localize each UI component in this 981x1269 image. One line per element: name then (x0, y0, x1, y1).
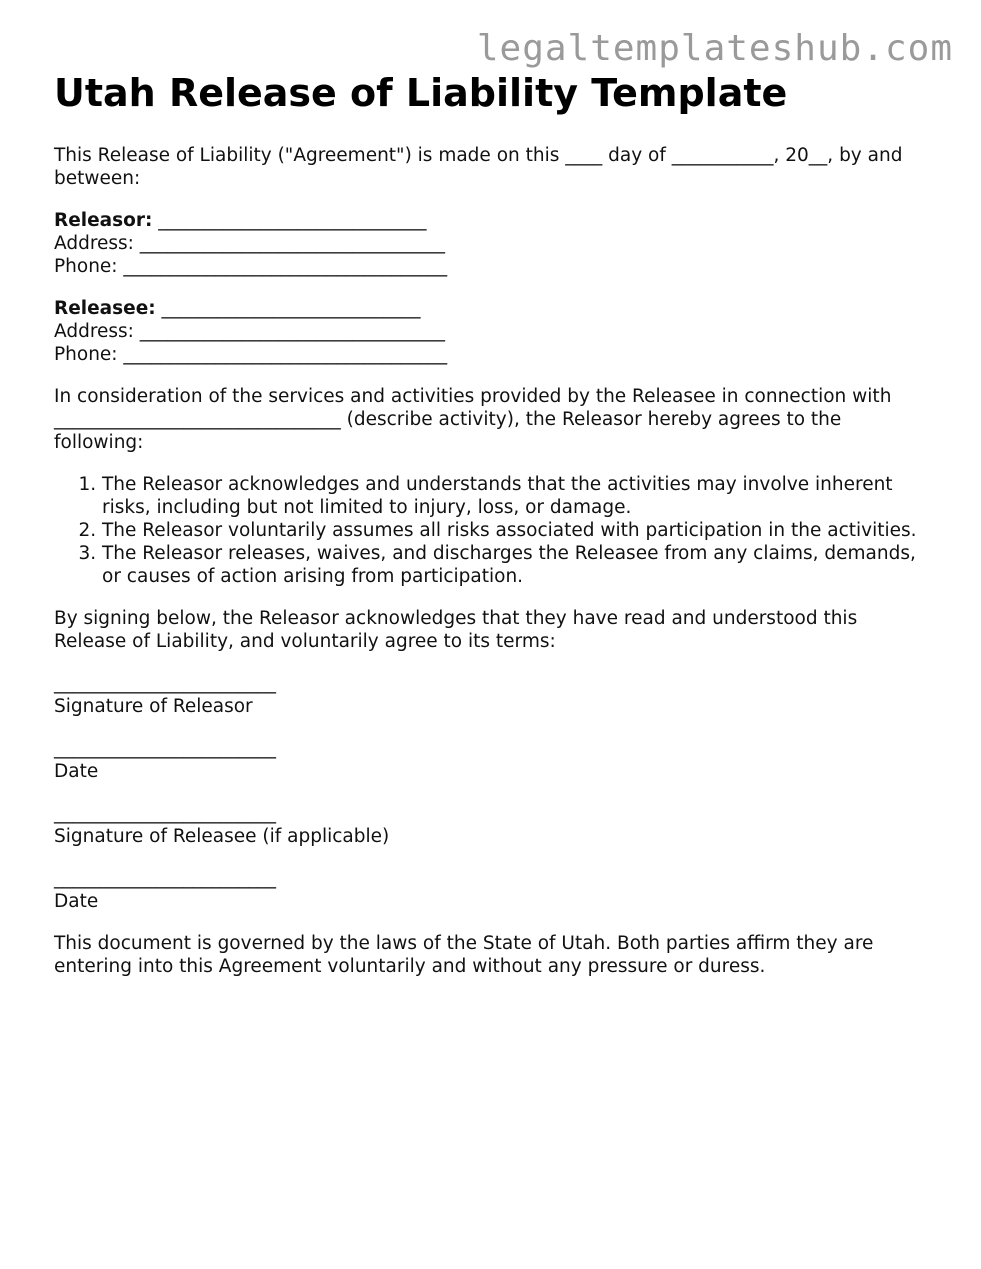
list-item: 3. The Releasor releases, waives, and discharges the Releasee from any claims, demands, or causes of action arising from participation. (102, 542, 934, 588)
signature-releasor-block (54, 672, 934, 718)
signature-line: ________________________ (54, 673, 276, 694)
signature-label: Date (54, 891, 99, 912)
signature-releasee-block (54, 802, 934, 848)
signature-label: Signature of Releasee (if applicable) (54, 826, 390, 847)
releasee-name-line (54, 297, 934, 320)
date-releasor-block (54, 737, 934, 783)
date-releasee-block (54, 867, 934, 913)
consideration-paragraph: In consideration of the services and activities provided by the Releasee in connection with _______________________________ (describe activity), the Releasor hereby agrees to the following: (54, 386, 892, 453)
acknowledgement-paragraph: By signing below, the Releasor acknowledges that they have read and understood this Release of Liability, and voluntarily agree to its terms: (54, 608, 858, 652)
signature-label: Date (54, 761, 99, 782)
releasor-block (54, 209, 934, 278)
governing-law-paragraph: This document is governed by the laws of the State of Utah. Both parties affirm they are entering into this Agreement voluntarily and without any pressure or duress. (54, 933, 874, 977)
releasee-block (54, 297, 934, 366)
intro-paragraph: This Release of Liability ("Agreement") is made on this ____ day of ___________, 20__, by and between: (54, 145, 903, 189)
releasor-name-blank: _____________________________ (152, 210, 427, 231)
signature-line: ________________________ (54, 868, 276, 889)
releasee-label: Releasee: (54, 298, 156, 319)
releasor-phone-line: Phone: ___________________________________ (54, 256, 448, 277)
document-title: Utah Release of Liability Template (54, 71, 788, 115)
releasee-address-line: Address: _________________________________ (54, 321, 446, 342)
releasee-phone-line: Phone: ___________________________________ (54, 344, 448, 365)
releasor-address-line: Address: _________________________________ (54, 233, 446, 254)
terms-list (54, 473, 934, 588)
releasor-label: Releasor: (54, 210, 153, 231)
watermark: legaltemplateshub.com (476, 28, 953, 69)
signature-line: ________________________ (54, 803, 276, 824)
signature-line: ________________________ (54, 738, 276, 759)
list-item: 1. The Releasor acknowledges and understands that the activities may involve inherent risks, including but not limited to injury, loss, or damage. (102, 473, 934, 519)
releasor-name-line (54, 209, 934, 232)
signature-label: Signature of Releasor (54, 696, 253, 717)
document-page (54, 70, 934, 997)
releasee-name-blank: ____________________________ (155, 298, 421, 319)
list-item: 2. The Releasor voluntarily assumes all risks associated with participation in the activities. (102, 519, 934, 542)
